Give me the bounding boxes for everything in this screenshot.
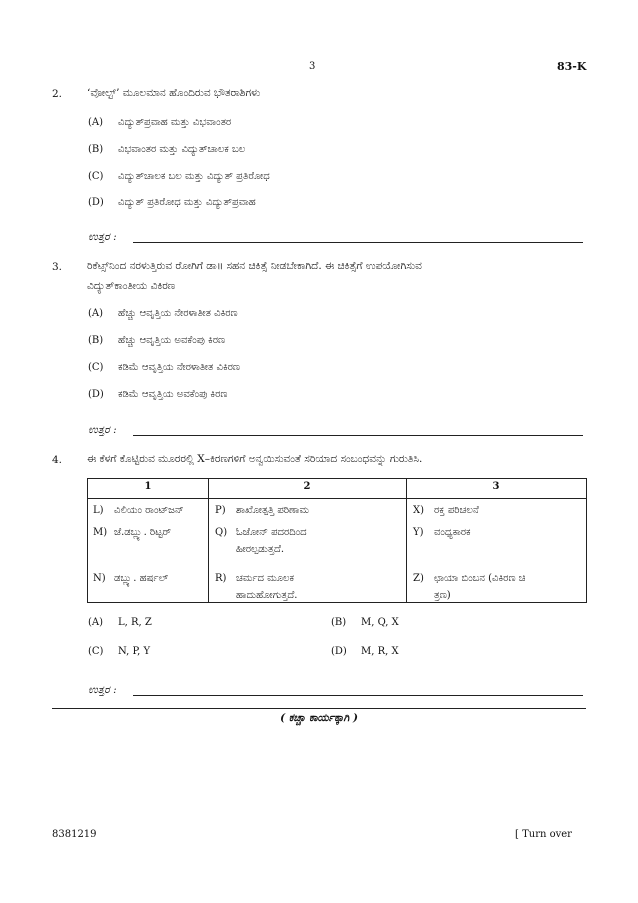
option-label: (B)	[331, 617, 347, 628]
option-label: (C)	[88, 171, 104, 182]
answer-line[interactable]	[133, 695, 583, 696]
question-text: ಈ ಕೆಳಗೆ ಕೊಟ್ಟಿರುವ ಮೂರರಲ್ಲಿ X–ಕಿರಣಗಳಿಗೆ ಅನ್ವಯಿಸುವಂತೆ ಸರಿಯಾದ ಸಂಬಂಧವನ್ನು ಗುರುತಿಸಿ.	[87, 453, 423, 465]
match-table	[87, 478, 587, 603]
option-text: ವಿದ್ಯುತ್‌ಚಾಲಕ ಬಲ ಮತ್ತು ವಿದ್ಯುತ್ ಪ್ರತಿರೋಧ	[118, 171, 270, 182]
option-text: ವಿದ್ಯುತ್ ಪ್ರತಿರೋಧ ಮತ್ತು ವಿದ್ಯುತ್‌ಪ್ರವಾಹ	[118, 197, 256, 208]
option-label: (A)	[88, 308, 104, 319]
option-label: (A)	[88, 617, 104, 628]
option-text: N, P, Y	[118, 646, 151, 657]
table-cell-label: Q)	[215, 527, 228, 538]
section-divider	[52, 708, 586, 709]
column-header: 3	[492, 481, 500, 492]
option[interactable]	[0, 362, 600, 378]
option-text: ಕಡಿಮೆ ಆವೃತ್ತಿಯ ಅವಕೆಂಪು ಕಿರಣ	[118, 389, 228, 400]
question-number: 2.	[52, 88, 63, 100]
answer-label: ಉತ್ತರ :	[88, 684, 117, 696]
question-text: ರಿಕೆಟ್ಸ್‌ನಿಂದ ನರಳುತ್ತಿರುವ ರೋಗಿಗೆ ಡಾ॥ ಸಹನ ಚಿಕಿತ್ಸೆ ನೀಡಬೇಕಾಗಿದೆ. ಈ ಚಿಕಿತ್ಸೆಗೆ ಉಪಯೋಗಿಸುವ	[87, 260, 422, 272]
table-cell-text: ಜೆ.ಡಬ್ಲ್ಯು. ರಿಟ್ಟರ್	[114, 527, 171, 538]
option[interactable]	[0, 335, 600, 351]
answer-label: ಉತ್ತರ :	[88, 231, 117, 243]
turn-over-label: [ Turn over	[515, 829, 572, 840]
table-cell-label: N)	[93, 573, 106, 584]
option[interactable]	[0, 171, 600, 187]
table-cell-label: M)	[93, 527, 108, 538]
option[interactable]	[0, 197, 600, 213]
question-number: 4.	[52, 454, 63, 466]
option[interactable]	[0, 389, 600, 405]
option-text: M, R, X	[361, 646, 399, 657]
option[interactable]	[0, 117, 600, 133]
option-label: (C)	[88, 646, 104, 657]
option-text: ವಿದ್ಯುತ್‌ಪ್ರವಾಹ ಮತ್ತು ವಿಭವಾಂತರ	[118, 117, 232, 128]
option-text: ಕಡಿಮೆ ಆವೃತ್ತಿಯ ನೇರಳಾತೀತ ವಿಕಿರಣ	[118, 362, 241, 373]
table-cell-text: ಡಬ್ಲ್ಯು. ಹರ್ಷಲ್	[114, 573, 169, 584]
rough-work-label: ( ಕಚ್ಚಾ ಕಾರ್ಯಕ್ಕಾಗಿ )	[280, 712, 358, 724]
table-cell-text: ವಿಲಿಯಂ ರಾಂಟ್‌ಜನ್	[114, 505, 184, 516]
column-divider	[406, 479, 407, 602]
table-cell-text: ಓಜೋನ್ ಪದರದಿಂದ	[236, 527, 307, 538]
option-label: (A)	[88, 117, 104, 128]
option[interactable]	[0, 308, 600, 324]
table-cell-text: ಛಾಯಾ ಬಿಂಬನ (ವಿಕಿರಣ ಚಿ	[434, 573, 526, 584]
option-label: (D)	[88, 197, 104, 208]
table-cell-label: Z)	[413, 573, 424, 584]
table-cell-label: P)	[215, 505, 226, 516]
table-cell-text: ಶಾಖೋತ್ಪತ್ತಿ ಪರಿಣಾಮ	[236, 505, 309, 516]
option[interactable]	[243, 646, 563, 662]
option-text: M, Q, X	[361, 617, 399, 628]
column-header: 2	[303, 481, 311, 492]
table-cell-text: ತ್ರಣ)	[434, 590, 451, 601]
answer-label: ಉತ್ತರ :	[88, 424, 117, 436]
table-cell-label: Y)	[413, 527, 424, 538]
serial-number: 8381219	[52, 829, 97, 840]
table-cell-label: R)	[215, 573, 227, 584]
page-number: 3	[309, 61, 316, 72]
question-text: ‘ವೋಲ್ಟ್’ ಮೂಲಮಾನ ಹೊಂದಿರುವ ಭೌತರಾಶಿಗಳು	[87, 87, 261, 99]
option[interactable]	[243, 617, 563, 633]
option-label: (D)	[88, 389, 104, 400]
table-cell-text: ವಂಧ್ಯಕಾರಕ	[434, 527, 471, 538]
table-cell-text: ರಕ್ತ ಪರಿಚಲನೆ	[434, 505, 479, 516]
table-cell-text: ಹಾದುಹೋಗುತ್ತದೆ.	[236, 590, 298, 601]
option-text: ವಿಭವಾಂತರ ಮತ್ತು ವಿದ್ಯುತ್‌ಚಾಲಕ ಬಲ	[118, 144, 246, 155]
question-text-continued: ವಿದ್ಯುತ್‌ಕಾಂತೀಯ ವಿಕಿರಣ	[87, 280, 176, 292]
option[interactable]	[0, 144, 600, 160]
answer-line[interactable]	[133, 435, 583, 436]
option-label: (D)	[331, 646, 347, 657]
table-cell-text: ಚರ್ಮದ ಮೂಲಕ	[236, 573, 295, 584]
table-cell-text: ಹೀರಲ್ಪಡುತ್ತದೆ.	[236, 544, 285, 555]
option-label: (B)	[88, 144, 104, 155]
option-label: (C)	[88, 362, 104, 373]
option-text: ಹೆಚ್ಚು ಆವೃತ್ತಿಯ ನೇರಳಾತೀತ ವಿಕಿರಣ	[118, 308, 238, 319]
table-cell-label: L)	[93, 505, 104, 516]
option-label: (B)	[88, 335, 104, 346]
option-text: L, R, Z	[118, 617, 152, 628]
paper-code: 83-K	[557, 60, 587, 73]
answer-line[interactable]	[133, 242, 583, 243]
column-divider	[208, 479, 209, 602]
option-text: ಹೆಚ್ಚು ಆವೃತ್ತಿಯ ಅವಕೆಂಪು ಕಿರಣ	[118, 335, 226, 346]
table-cell-label: X)	[413, 505, 425, 516]
column-header: 1	[144, 481, 152, 492]
question-number: 3.	[52, 261, 63, 273]
